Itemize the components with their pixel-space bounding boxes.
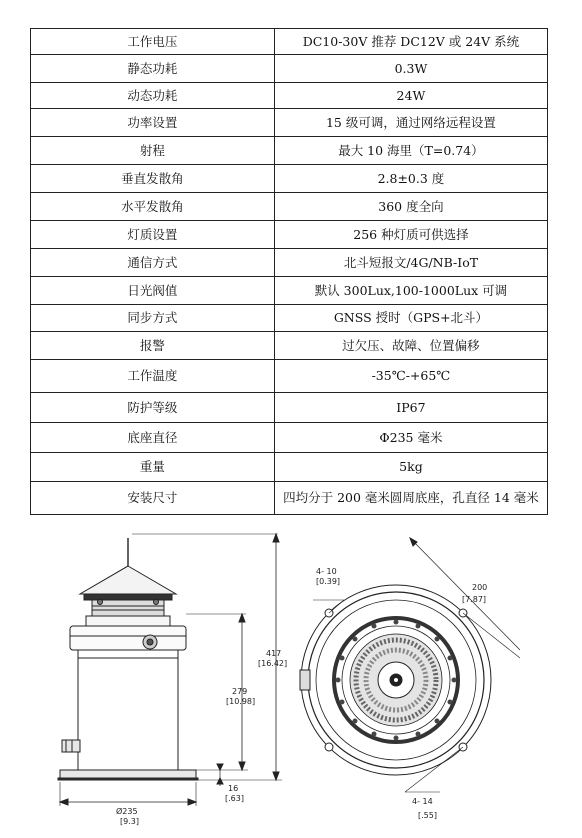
spec-value: 四均分于 200 毫米圆周底座，孔直径 14 毫米 bbox=[274, 482, 547, 515]
dim-hole-top-in: [0.39] bbox=[316, 577, 341, 586]
dim-hole-top-mm: 4- 10 bbox=[316, 567, 337, 576]
dim-circle-in: [7.87] bbox=[462, 595, 487, 604]
spec-row bbox=[31, 193, 548, 221]
dim-hole-bottom-mm: 4- 14 bbox=[412, 797, 433, 806]
spec-label: 防护等级 bbox=[31, 393, 275, 423]
spec-label: 通信方式 bbox=[31, 249, 275, 277]
spec-label: 水平发散角 bbox=[31, 193, 275, 221]
spec-value: IP67 bbox=[274, 393, 547, 423]
spec-label: 重量 bbox=[31, 453, 275, 482]
spec-row bbox=[31, 55, 548, 83]
spec-row bbox=[31, 277, 548, 305]
spec-row bbox=[31, 305, 548, 332]
spec-row bbox=[31, 221, 548, 249]
spec-label: 射程 bbox=[31, 137, 275, 165]
spec-row bbox=[31, 423, 548, 453]
spec-row bbox=[31, 249, 548, 277]
dim-height-mm: 417 bbox=[266, 649, 282, 658]
spec-value: 2.8±0.3 度 bbox=[274, 165, 547, 193]
spec-row bbox=[31, 29, 548, 55]
spec-label: 垂直发散角 bbox=[31, 165, 275, 193]
side-view bbox=[58, 534, 282, 806]
spec-value: 24W bbox=[274, 83, 547, 109]
dim-base-in: [.63] bbox=[225, 794, 244, 803]
spec-label: 工作温度 bbox=[31, 360, 275, 393]
dim-diameter-in: [9.3] bbox=[120, 817, 139, 826]
spec-row bbox=[31, 165, 548, 193]
spec-value: DC10-30V 推荐 DC12V 或 24V 系统 bbox=[274, 29, 547, 55]
dim-body-in: [10.98] bbox=[226, 697, 256, 706]
dim-body-mm: 279 bbox=[232, 687, 248, 696]
spec-label: 灯质设置 bbox=[31, 221, 275, 249]
spec-label: 报警 bbox=[31, 332, 275, 360]
spec-row bbox=[31, 393, 548, 423]
spec-label: 安装尺寸 bbox=[31, 482, 275, 515]
technical-drawing bbox=[0, 528, 582, 838]
spec-value: Φ235 毫米 bbox=[274, 423, 547, 453]
dim-base-mm: 16 bbox=[228, 784, 239, 793]
spec-value: 5kg bbox=[274, 453, 547, 482]
spec-row bbox=[31, 137, 548, 165]
spec-label: 日光阀值 bbox=[31, 277, 275, 305]
spec-value: 256 种灯质可供选择 bbox=[274, 221, 547, 249]
spec-label: 动态功耗 bbox=[31, 83, 275, 109]
spec-value: 15 级可调，通过网络远程设置 bbox=[274, 109, 547, 137]
spec-row bbox=[31, 109, 548, 137]
dim-height-in: [16.42] bbox=[258, 659, 288, 668]
spec-value: 北斗短报文/4G/NB-IoT bbox=[274, 249, 547, 277]
spec-label: 底座直径 bbox=[31, 423, 275, 453]
spec-value: 360 度全向 bbox=[274, 193, 547, 221]
spec-row bbox=[31, 453, 548, 482]
spec-value: 过欠压、故障、位置偏移 bbox=[274, 332, 547, 360]
spec-value: -35℃-+65℃ bbox=[274, 360, 547, 393]
spec-row bbox=[31, 83, 548, 109]
dim-hole-bottom-in: [.55] bbox=[418, 811, 437, 820]
spec-row bbox=[31, 482, 548, 515]
spec-value: 最大 10 海里（T=0.74） bbox=[274, 137, 547, 165]
spec-table-body bbox=[31, 29, 548, 515]
spec-label: 同步方式 bbox=[31, 305, 275, 332]
spec-value: 0.3W bbox=[274, 55, 547, 83]
spec-label: 工作电压 bbox=[31, 29, 275, 55]
spec-label: 功率设置 bbox=[31, 109, 275, 137]
spec-value: 默认 300Lux,100-1000Lux 可调 bbox=[274, 277, 547, 305]
spec-row bbox=[31, 360, 548, 393]
spec-value: GNSS 授时（GPS+北斗） bbox=[274, 305, 547, 332]
spec-table bbox=[30, 28, 548, 515]
dim-circle-mm: 200 bbox=[472, 583, 488, 592]
dim-diameter-mm: Ø235 bbox=[116, 807, 138, 816]
spec-row bbox=[31, 332, 548, 360]
spec-label: 静态功耗 bbox=[31, 55, 275, 83]
